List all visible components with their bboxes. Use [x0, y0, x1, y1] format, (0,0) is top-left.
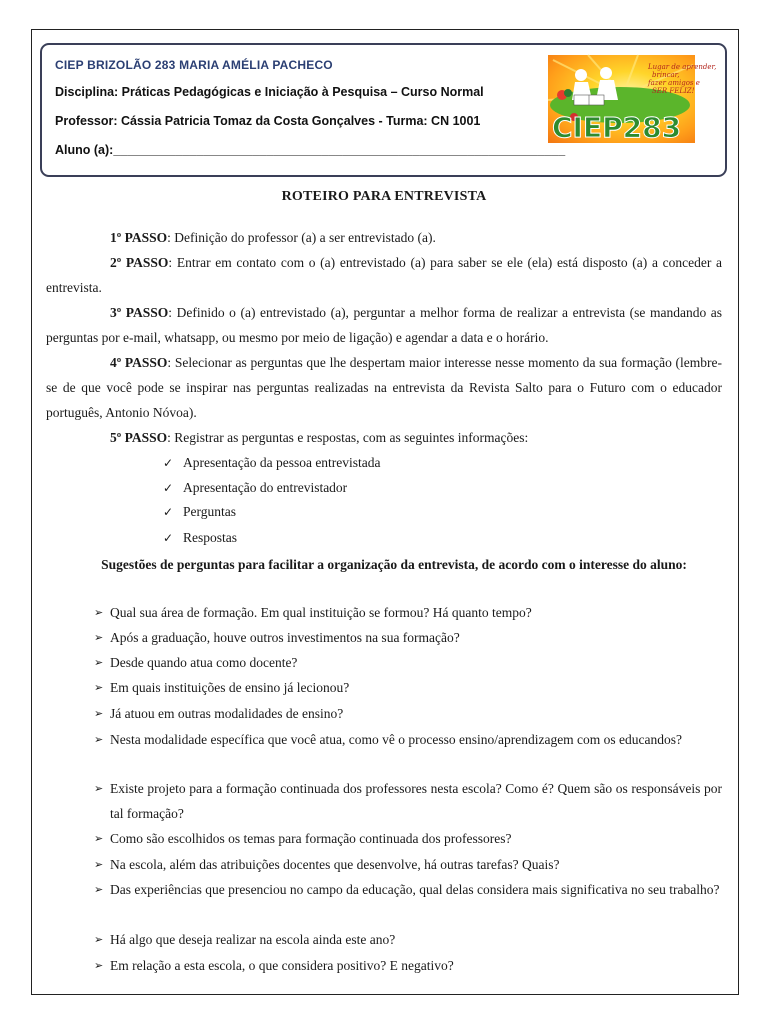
checklist-item: ✓ Apresentação da pessoa entrevistada: [163, 455, 381, 470]
question-item: ➢ Das experiências que presenciou no campo da educação, qual delas considera mais significativa no seu trabalho?: [94, 877, 722, 902]
step-4-text: : Selecionar as perguntas que lhe despertam maior interesse nesse momento da sua formação (lembre-se de que você pode se inspirar nas perguntas realizadas na entrevista da Revista Salto para o Futuro com o educador português, Antonio Nóvoa).: [46, 355, 722, 420]
step-2-text: : Entrar em contato com o (a) entrevistado (a) para saber se ele (ela) está disposto (a) a conceder a entrevista.: [46, 255, 723, 295]
step-3: [46, 300, 722, 350]
question-item: ➢ Desde quando atua como docente?: [94, 650, 722, 675]
arrow-bullet-icon: ➢: [94, 631, 104, 644]
question-item: ➢ Existe projeto para a formação continuada dos professores nesta escola? Como é? Quem são os responsáveis por tal formação?: [94, 776, 722, 826]
question-item: ➢ Na escola, além das atribuições docentes que desenvolve, há outras tarefas? Quais?: [94, 852, 722, 877]
question-item: ➢ Como são escolhidos os temas para formação continuada dos professores?: [94, 826, 722, 851]
step-2-label: 2º PASSO: [110, 255, 169, 270]
arrow-bullet-icon: ➢: [94, 606, 104, 619]
svg-text:fazer amigos e: fazer amigos e: [648, 79, 700, 87]
checkmark-icon: ✓: [163, 505, 174, 519]
step-1: [46, 225, 722, 250]
arrow-bullet-icon: ➢: [94, 782, 104, 795]
document-title: ROTEIRO PARA ENTREVISTA: [281, 189, 487, 204]
checklist-item: ✓ Perguntas: [163, 504, 236, 519]
checkmark-icon: ✓: [163, 481, 174, 495]
step-3-text: : Definido o (a) entrevistado (a), perguntar a melhor forma de realizar a entrevista (se mandando as perguntas por e-mail, whatsapp, ou mesmo por meio de ligação) e agendar a data e o horário.: [46, 305, 723, 345]
discipline-line: Disciplina: Práticas Pedagógicas e Iniciação à Pesquisa – Curso Normal: [55, 85, 484, 99]
arrow-bullet-icon: ➢: [94, 656, 104, 669]
checklist-item: ✓ Respostas: [163, 530, 237, 545]
question-item: ➢ Em relação a esta escola, o que considera positivo? E negativo?: [94, 953, 722, 978]
school-logo: [548, 55, 717, 144]
step-4-label: 4º PASSO: [110, 355, 168, 370]
step-5: [46, 425, 722, 450]
question-item: ➢ Já atuou em outras modalidades de ensino?: [94, 701, 722, 726]
suggestions-title: Sugestões de perguntas para facilitar a organização da entrevista, de acordo com o interesse do aluno:: [101, 557, 687, 572]
header-box: [40, 43, 727, 177]
arrow-bullet-icon: ➢: [94, 959, 104, 972]
professor-line: Professor: Cássia Patricia Tomaz da Costa Gonçalves - Turma: CN 1001: [55, 114, 481, 128]
step-3-label: 3º PASSO: [110, 305, 169, 320]
student-line: Aluno (a):_________________________________________________________________: [55, 143, 566, 157]
question-item: ➢ Nesta modalidade específica que você atua, como vê o processo ensino/aprendizagem com os educandos?: [94, 727, 722, 752]
school-name: CIEP BRIZOLÃO 283 MARIA AMÉLIA PACHECO: [55, 58, 333, 72]
step-4: [46, 350, 722, 425]
svg-text:CIEP283: CIEP283: [552, 111, 682, 144]
arrow-bullet-icon: ➢: [94, 707, 104, 720]
arrow-bullet-icon: ➢: [94, 733, 104, 746]
question-item: ➢ Qual sua área de formação. Em qual instituição se formou? Há quanto tempo?: [94, 600, 722, 625]
step-1-text: : Definição do professor (a) a ser entrevistado (a).: [167, 230, 436, 245]
arrow-bullet-icon: ➢: [94, 681, 104, 694]
checkmark-icon: ✓: [163, 456, 174, 470]
arrow-bullet-icon: ➢: [94, 883, 104, 896]
step-5-text: : Registrar as perguntas e respostas, com as seguintes informações:: [167, 430, 529, 445]
svg-text:SER FELIZ!: SER FELIZ!: [652, 87, 695, 95]
question-item: ➢ Após a graduação, houve outros investimentos na sua formação?: [94, 625, 722, 650]
arrow-bullet-icon: ➢: [94, 832, 104, 845]
arrow-bullet-icon: ➢: [94, 933, 104, 946]
step-2: [46, 250, 722, 300]
arrow-bullet-icon: ➢: [94, 858, 104, 871]
step-1-label: 1º PASSO: [110, 230, 168, 245]
checkmark-icon: ✓: [163, 531, 174, 545]
question-item: ➢ Em quais instituições de ensino já lecionou?: [94, 675, 722, 700]
step-5-label: 5º PASSO: [110, 430, 168, 445]
checklist-item: ✓ Apresentação do entrevistador: [163, 480, 348, 495]
svg-text:Lugar de aprender,: Lugar de aprender,: [648, 63, 717, 71]
svg-text:brincar,: brincar,: [652, 71, 680, 79]
question-item: ➢ Há algo que deseja realizar na escola ainda este ano?: [94, 927, 722, 952]
